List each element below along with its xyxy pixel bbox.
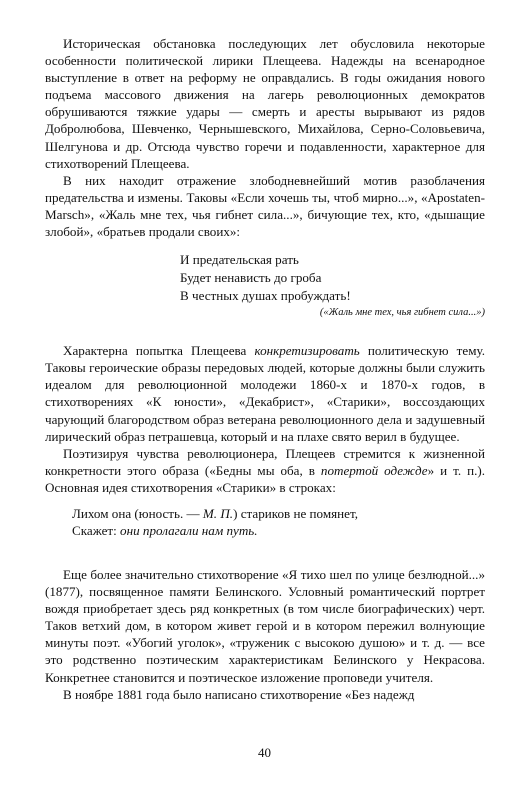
- verse-line-1: И предательская рать: [180, 252, 299, 268]
- paragraph-3-text-a: Характерна попытка Плещеева: [63, 343, 255, 359]
- quote-line-1: [72, 505, 485, 523]
- paragraph-1: Историческая обстановка последующих лет обусловила некоторые особенности политической лирики Плещеева. Надежды на всенародное выступление в ответ на реформу не оправдались. В годы ожидания нового подъема массового движения на лагерь революционных демократов обрушиваются тяжкие удары — смерть и аресты вырывают из рядов Добролюбова, Шевченко, Чернышевского, Михайлова, Серно-Соловьевича, Шелгунова и др. Отсюда чувство горечи и подавленности, характерное для стихотворений Плещеева.: [45, 36, 485, 171]
- paragraph-6: В ноябре 1881 года было написано стихотворение «Без надежд: [63, 686, 415, 702]
- paragraph-2: В них находит отражение злободневнейший мотив разоблачения предательства и измены. Таковы «Если хочешь ты, чтоб мирно...», «Apostaten-Marsch», «Жаль мне тех, чья гибнет сила...», бичующие тех, кто, «дышащие злобой», «братьев продали своих»:: [45, 172, 485, 240]
- paragraph-3-italic: конкретизировать: [254, 343, 360, 359]
- paragraph-5: Еще более значительно стихотворение «Я тихо шел по улице безлюдной...» (1877), посвященное памяти Белинского. Условный романтический портрет вождя приобретает здесь ряд конкретных (в том числе биографических) черт. Таков ветхий дом, в котором живет герой и в котором пережил волнующие минуты поэт. «Убогий уголок», «труженик с высокою душою» и т. д. — все это родственно поэтическим характеристикам Белинского у Некрасова. Конкретнее становится и поэтическое изложение проповеди учителя.: [45, 566, 485, 685]
- paragraph-4-text-a: Поэтизируя чувства революционера, Плещеев стремится к жизненной конкретности этого образа («Бедны мы оба, в: [45, 445, 485, 478]
- paragraph-4-text-b: » и т. п.). Основная идея стихотворения «Старики» в строках:: [45, 462, 485, 495]
- quote-line-2: [72, 522, 485, 540]
- quote-line-1-text-b: ) стариков не помянет,: [233, 505, 358, 521]
- paragraph-3: [45, 342, 485, 445]
- paragraph-3-text-b: политическую тему. Таковы героические образы передовых людей, которые должны были служить идеалом для революционной молодежи 1860-х и 1870-х годов, в стихотворениях «К юности», «Декабрист», «Старики», воссоздающих чарующий благородством образ ветерана революционного дела и задушевный лирический образ петрашевца, который и на плахе свято верил в будущее.: [45, 343, 485, 444]
- quote-line-1-text-a: Лихом она (юность. —: [72, 505, 203, 521]
- paragraph-4: [45, 445, 485, 496]
- quote-line-2-italic: они пролагали нам путь.: [120, 523, 258, 539]
- verse-line-2: Будет ненависть до гроба: [180, 270, 322, 286]
- page-body: [45, 35, 485, 703]
- paragraph-4-italic: потертой одежде: [320, 462, 428, 478]
- verse-line-3: В честных душах пробуждать!: [180, 288, 351, 304]
- quote-line-1-italic: М. П.: [202, 505, 234, 521]
- verse-source: («Жаль мне тех, чья гибнет сила...»): [319, 307, 485, 319]
- page-number: 40: [258, 745, 271, 760]
- quote-line-2-text-a: Скажет:: [72, 523, 121, 539]
